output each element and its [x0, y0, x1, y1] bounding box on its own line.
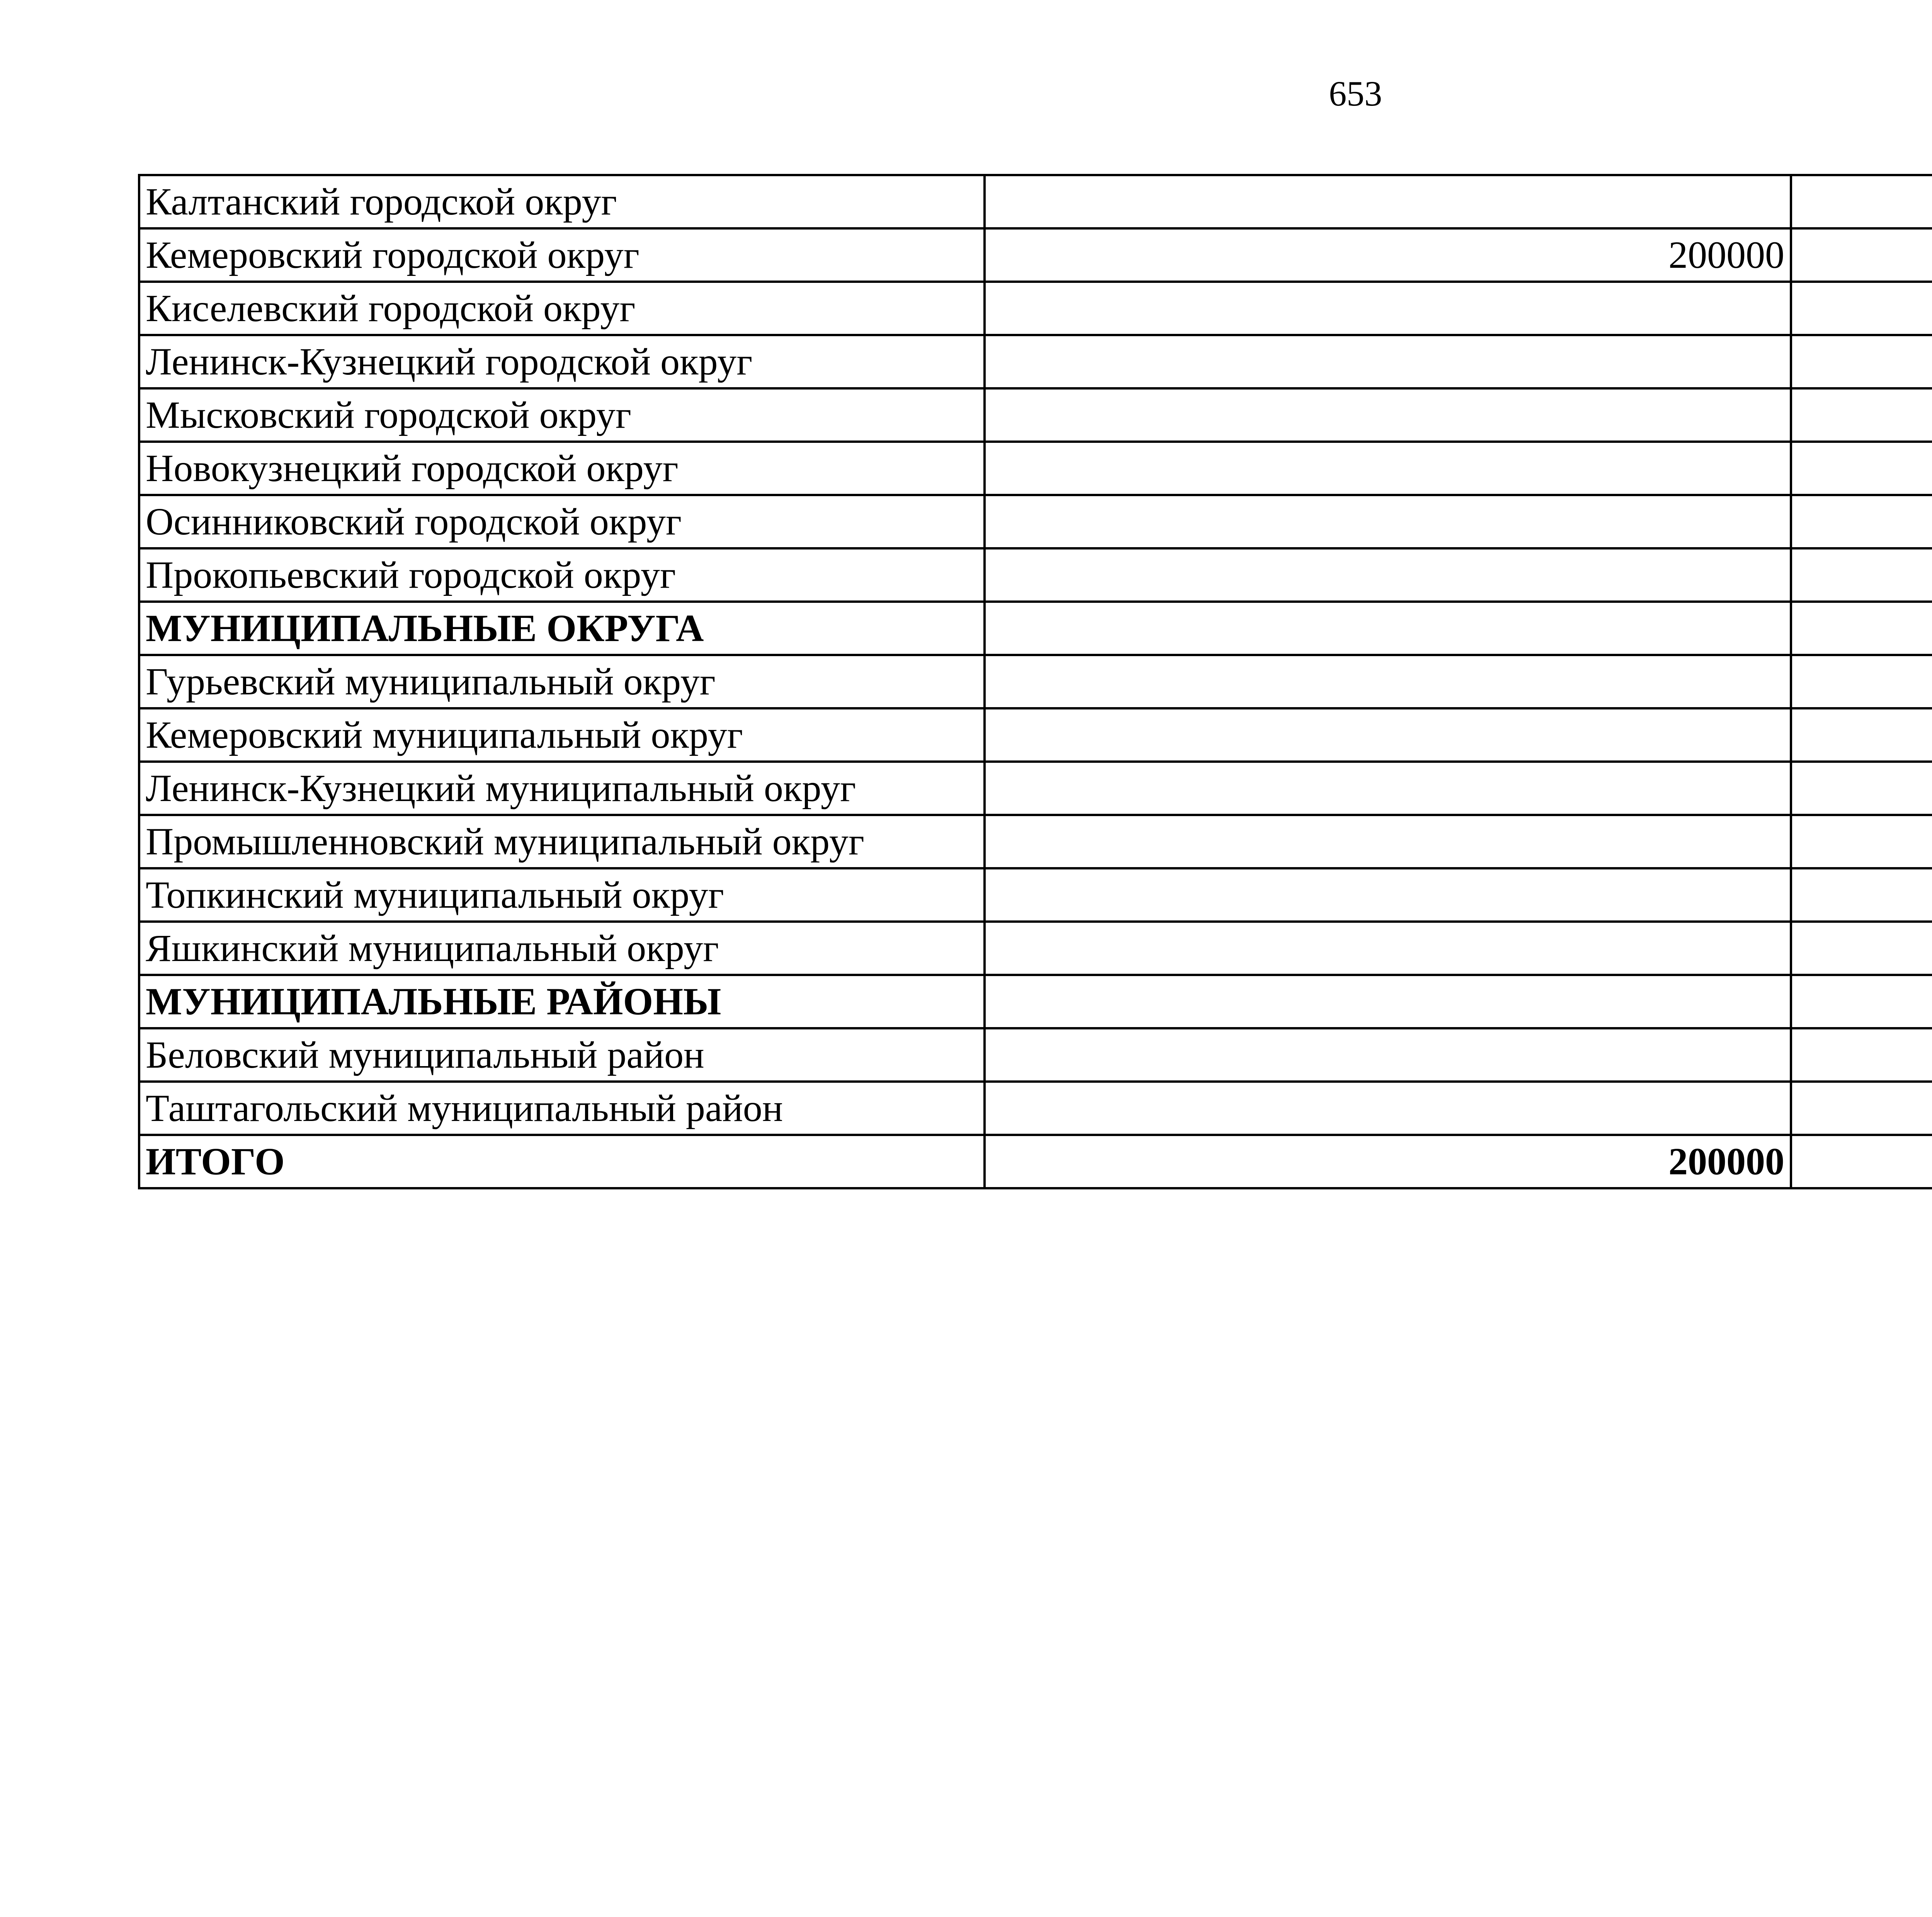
- amount-col2-cell: [985, 548, 1791, 602]
- amount-col3-cell: [1791, 282, 1932, 335]
- table-row: [139, 1082, 1932, 1135]
- amount-col2-cell: [985, 868, 1791, 922]
- municipality-name-cell: Калтанский городской округ: [139, 175, 985, 228]
- amount-col2-cell: [985, 602, 1791, 655]
- amount-col3-cell: [1791, 388, 1932, 442]
- amount-col3-cell: [1791, 335, 1932, 388]
- amount-col3-cell: [1791, 655, 1932, 708]
- municipality-name-cell: Прокопьевский городской округ: [139, 548, 985, 602]
- municipality-name-cell: Беловский муниципальный район: [139, 1028, 985, 1082]
- municipality-name-cell: Таштагольский муниципальный район: [139, 1082, 985, 1135]
- table-row: [139, 335, 1932, 388]
- section-name-cell: МУНИЦИПАЛЬНЫЕ ОКРУГА: [139, 602, 985, 655]
- municipality-name-cell: Гурьевский муниципальный округ: [139, 655, 985, 708]
- municipality-name-cell: Топкинский муниципальный округ: [139, 868, 985, 922]
- amount-col2-cell: [985, 175, 1791, 228]
- amount-col2-cell: [985, 975, 1791, 1028]
- amount-col3-cell: [1791, 442, 1932, 495]
- municipality-name-cell: Кемеровский муниципальный округ: [139, 708, 985, 762]
- table-row: [139, 495, 1932, 548]
- municipality-name-cell: Яшкинский муниципальный округ: [139, 922, 985, 975]
- page-number: 653: [1329, 74, 1382, 113]
- amount-col2-cell: 200000: [985, 228, 1791, 282]
- municipality-name-cell: Промышленновский муниципальный округ: [139, 815, 985, 868]
- amount-col2-cell: [985, 922, 1791, 975]
- municipality-name-cell: Осинниковский городской округ: [139, 495, 985, 548]
- municipality-name-cell: Кемеровский городской округ: [139, 228, 985, 282]
- amount-col2-cell: [985, 388, 1791, 442]
- amount-col3-cell: [1791, 815, 1932, 868]
- amount-col2-cell: [985, 335, 1791, 388]
- table-row: [139, 655, 1932, 708]
- amount-col2-cell: [985, 282, 1791, 335]
- amount-col3-cell: [1791, 868, 1932, 922]
- amount-col2-cell: [985, 1082, 1791, 1135]
- amount-col3-cell: [1791, 548, 1932, 602]
- amount-col3-cell: [1791, 922, 1932, 975]
- table-row: [139, 228, 1932, 282]
- municipality-name-cell: Мысковский городской округ: [139, 388, 985, 442]
- total-row: [139, 1135, 1932, 1188]
- budget-table-wrapper: [138, 174, 1932, 1189]
- section-name-cell: МУНИЦИПАЛЬНЫЕ РАЙОНЫ: [139, 975, 985, 1028]
- municipality-name-cell: Ленинск-Кузнецкий муниципальный округ: [139, 762, 985, 815]
- amount-col2-cell: [985, 815, 1791, 868]
- total-col3-cell: [1791, 1135, 1932, 1188]
- amount-col2-cell: [985, 1028, 1791, 1082]
- table-row: [139, 282, 1932, 335]
- table-row: [139, 442, 1932, 495]
- amount-col2-cell: [985, 708, 1791, 762]
- table-row: [139, 815, 1932, 868]
- table-row: [139, 1028, 1932, 1082]
- table-row: [139, 762, 1932, 815]
- section-header-row: [139, 975, 1932, 1028]
- section-header-row: [139, 602, 1932, 655]
- table-row: [139, 175, 1932, 228]
- municipality-name-cell: Киселевский городской округ: [139, 282, 985, 335]
- total-label-cell: ИТОГО: [139, 1135, 985, 1188]
- section-subtotal-cell: [1791, 975, 1932, 1028]
- table-row: [139, 922, 1932, 975]
- amount-col2-cell: [985, 495, 1791, 548]
- amount-col3-cell: [1791, 762, 1932, 815]
- amount-col3-cell: [1791, 175, 1932, 228]
- amount-col2-cell: [985, 655, 1791, 708]
- table-row: [139, 708, 1932, 762]
- table-row: [139, 388, 1932, 442]
- section-subtotal-cell: [1791, 602, 1932, 655]
- amount-col3-cell: [1791, 495, 1932, 548]
- amount-col3-cell: [1791, 708, 1932, 762]
- amount-col2-cell: [985, 442, 1791, 495]
- table-row: [139, 548, 1932, 602]
- amount-col2-cell: [985, 762, 1791, 815]
- budget-allocation-table: [138, 174, 1932, 1189]
- municipality-name-cell: Новокузнецкий городской округ: [139, 442, 985, 495]
- table-body: [139, 175, 1932, 1188]
- amount-col3-cell: [1791, 1082, 1932, 1135]
- amount-col3-cell: [1791, 228, 1932, 282]
- municipality-name-cell: Ленинск-Кузнецкий городской округ: [139, 335, 985, 388]
- amount-col3-cell: [1791, 1028, 1932, 1082]
- table-row: [139, 868, 1932, 922]
- total-col2-cell: 200000: [985, 1135, 1791, 1188]
